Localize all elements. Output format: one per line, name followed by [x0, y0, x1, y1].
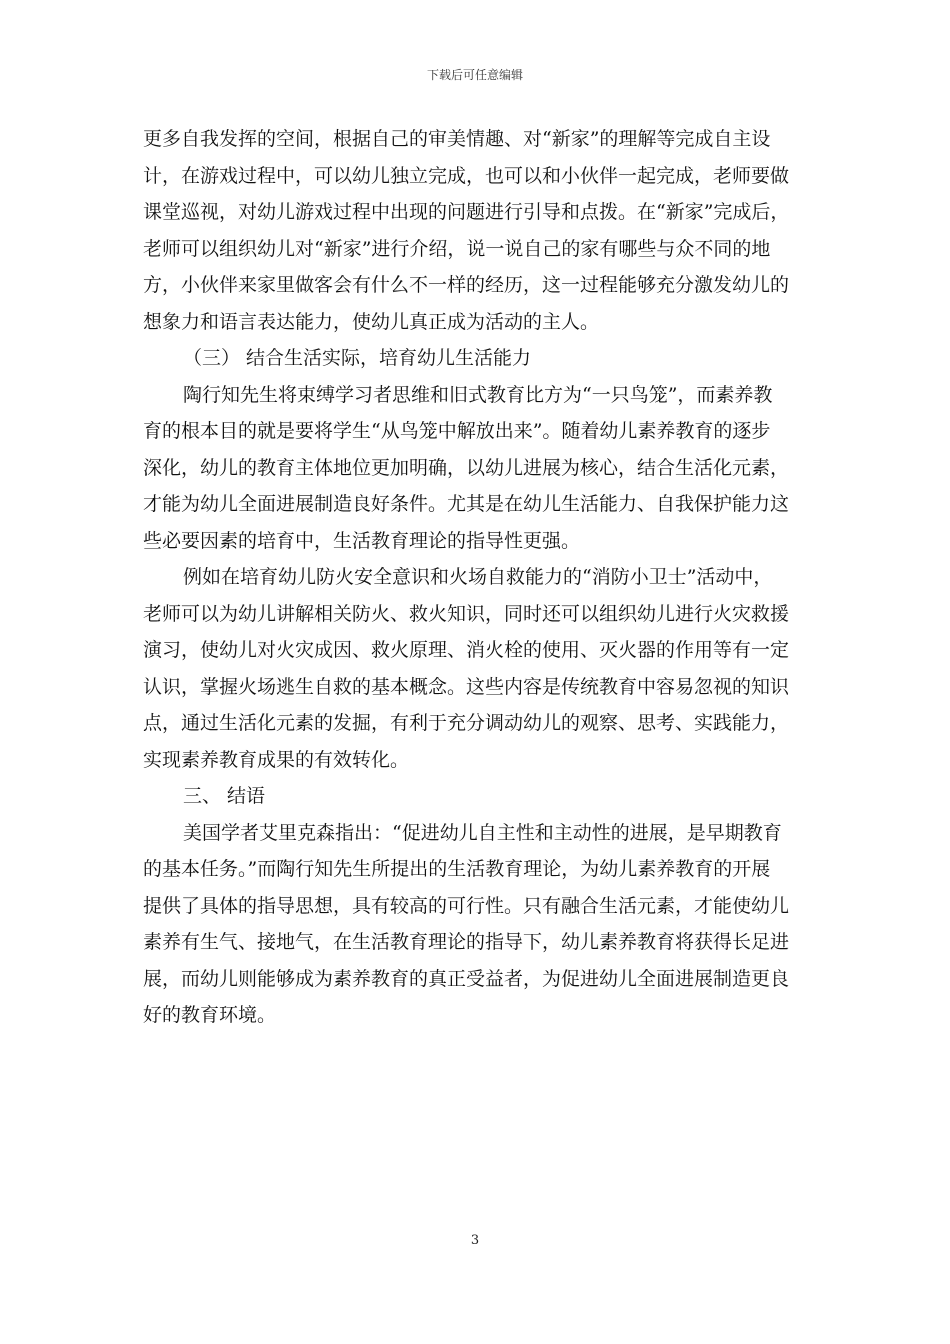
section-heading-3 — [143, 340, 813, 377]
text-line: 实现素养教育成果的有效转化。 — [143, 748, 410, 771]
text-line: 些必要因素的培育中，生活教育理论的指导性更强。 — [143, 529, 581, 552]
text-line: 美国学者艾里克森指出：“促进幼儿自主性和主动性的进展，是早期教育 — [183, 821, 782, 844]
section-heading-conclusion — [143, 778, 813, 815]
text-line: 素养有生气、接地气，在生活教育理论的指导下，幼儿素养教育将获得长足进 — [143, 931, 790, 953]
paragraph-fire-safety — [143, 559, 813, 778]
text-line: 提供了具体的指导思想，具有较高的可行性。只有融合生活元素，才能使幼儿 — [143, 894, 790, 917]
page-header: 下载后可任意编辑 — [426, 68, 523, 82]
text-line: 深化，幼儿的教育主体地位更加明确，以幼儿进展为核心，结合生活化元素， — [143, 456, 790, 479]
text-line: 的基本任务。”而陶行知先生所提出的生活教育理论，为幼儿素养教育的开展 — [143, 858, 771, 880]
text-line: 计，在游戏过程中，可以幼儿独立完成，也可以和小伙伴一起完成，老师要做 — [143, 164, 790, 187]
text-line: 才能为幼儿全面进展制造良好条件。尤其是在幼儿生活能力、自我保护能力这 — [143, 493, 790, 515]
text-line: 展，而幼儿则能够成为素养教育的真正受益者，为促进幼儿全面进展制造更良 — [143, 967, 790, 990]
text-line: 陶行知先生将束缚学习者思维和旧式教育比方为“一只鸟笼”，而素养教 — [183, 383, 773, 406]
paragraph-conclusion — [143, 815, 813, 1034]
text-line: 演习，使幼儿对火灾成因、救火原理、消火栓的使用、灭火器的作用等有一定 — [143, 639, 790, 661]
text-line: 认识，掌握火场逃生自救的基本概念。这些内容是传统教育中容易忽视的知识 — [143, 675, 790, 698]
paragraph-new-home-activity — [143, 121, 813, 340]
text-line: 更多自我发挥的空间，根据自己的审美情趣、对“新家”的理解等完成自主设 — [143, 128, 771, 150]
text-line: 课堂巡视，对幼儿游戏过程中出现的问题进行引导和点拨。在“新家”完成后， — [143, 201, 790, 223]
text-line: 想象力和语言表达能力，使幼儿真正成为活动的主人。 — [143, 310, 600, 333]
paragraph-tao-xingzhi — [143, 377, 813, 560]
section-heading-text: 三、 结语 — [183, 785, 266, 807]
page-number: 3 — [470, 1233, 480, 1248]
section-heading-text: （三） 结合生活实际，培育幼儿生活能力 — [183, 347, 532, 369]
document-body — [143, 121, 813, 1034]
text-line: 老师可以组织幼儿对“新家”进行介绍，说一说自己的家有哪些与众不同的地 — [143, 237, 771, 260]
text-line: 方，小伙伴来家里做客会有什么不一样的经历，这一过程能够充分激发幼儿的 — [143, 274, 790, 296]
text-line: 老师可以为幼儿讲解相关防火、救火知识，同时还可以组织幼儿进行火灾救援 — [143, 602, 790, 625]
text-line: 点，通过生活化元素的发掘，有利于充分调动幼儿的观察、思考、实践能力， — [143, 712, 790, 734]
text-line: 好的教育环境。 — [143, 1004, 277, 1026]
text-line: 例如在培育幼儿防火安全意识和火场自救能力的“消防小卫士”活动中， — [183, 566, 773, 588]
text-line: 育的根本目的就是要将学生“从鸟笼中解放出来”。随着幼儿素养教育的逐步 — [143, 420, 771, 442]
